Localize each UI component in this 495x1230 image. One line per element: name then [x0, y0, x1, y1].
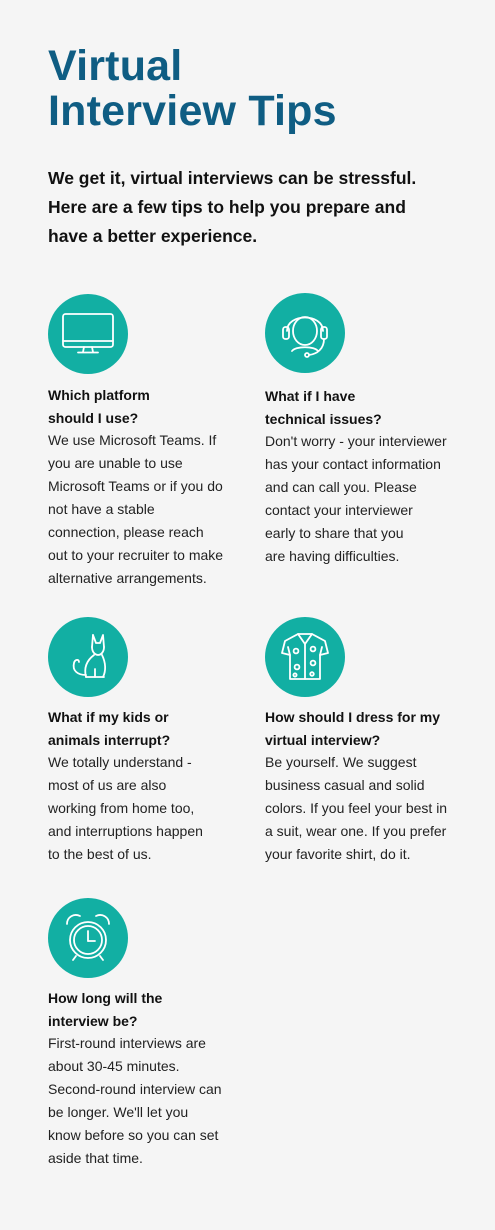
- question-line: What if I have: [265, 388, 356, 404]
- headset-icon: [265, 293, 345, 373]
- tip-duration: [48, 898, 248, 1170]
- tip-answer: [265, 751, 465, 866]
- question-line: technical issues?: [265, 410, 382, 427]
- title-line: Virtual: [48, 42, 183, 90]
- tip-technical-issues: [265, 293, 465, 568]
- intro-line: have a better experience.: [48, 226, 258, 246]
- shirt-icon: [265, 617, 345, 697]
- answer-line: out to your recruiter to make: [48, 547, 224, 563]
- answer-line: We use Microsoft Teams. If: [48, 432, 217, 448]
- question-line: What if my kids or: [48, 709, 169, 725]
- question-line: Which platform: [48, 387, 150, 403]
- tip-kids-animals: [48, 617, 248, 866]
- page-title: [48, 44, 337, 134]
- tip-question: [48, 987, 248, 1032]
- intro-text: [48, 164, 468, 251]
- answer-line: aside that time.: [48, 1150, 143, 1166]
- answer-line: your favorite shirt, do it.: [265, 846, 411, 862]
- tip-question: [265, 385, 465, 430]
- answer-line: are having difficulties.: [265, 548, 400, 564]
- question-line: animals interrupt?: [48, 731, 171, 748]
- tip-answer: [48, 1032, 248, 1170]
- answer-line: most of us are also: [48, 777, 167, 793]
- title-line: Interview Tips: [48, 87, 337, 135]
- tip-answer: [48, 751, 248, 866]
- alarm-clock-icon: [48, 898, 128, 978]
- answer-line: Microsoft Teams or if you do: [48, 478, 223, 494]
- answer-line: and can call you. Please: [265, 479, 417, 495]
- cat-icon: [48, 617, 128, 697]
- answer-line: Don't worry - your interviewer: [265, 433, 447, 449]
- answer-line: connection, please reach: [48, 524, 204, 540]
- question-line: How should I dress for my: [265, 709, 441, 725]
- intro-line: We get it, virtual interviews can be stressful.: [48, 168, 417, 188]
- answer-line: Be yourself. We suggest: [265, 754, 417, 770]
- answer-line: Second-round interview can: [48, 1081, 222, 1097]
- tip-question: [265, 706, 465, 751]
- answer-line: about 30-45 minutes.: [48, 1058, 180, 1074]
- question-line: interview be?: [48, 1012, 138, 1029]
- answer-line: not have a stable: [48, 501, 155, 517]
- answer-line: know before so you can set: [48, 1127, 219, 1143]
- answer-line: contact your interviewer: [265, 502, 413, 518]
- answer-line: early to share that you: [265, 525, 404, 541]
- tip-answer: [48, 429, 248, 590]
- answer-line: has your contact information: [265, 456, 441, 472]
- answer-line: business casual and solid: [265, 777, 425, 793]
- question-line: How long will the: [48, 990, 163, 1006]
- intro-line: Here are a few tips to help you prepare and: [48, 197, 406, 217]
- computer-monitor-icon: [48, 294, 128, 374]
- answer-line: First-round interviews are: [48, 1035, 206, 1051]
- answer-line: a suit, wear one. If you prefer: [265, 823, 447, 839]
- answer-line: colors. If you feel your best in: [265, 800, 448, 816]
- answer-line: and interruptions happen: [48, 823, 203, 839]
- question-line: virtual interview?: [265, 731, 381, 748]
- tip-answer: [265, 430, 465, 568]
- answer-line: working from home too,: [48, 800, 195, 816]
- answer-line: you are unable to use: [48, 455, 183, 471]
- tip-question: [48, 384, 248, 429]
- answer-line: alternative arrangements.: [48, 570, 207, 586]
- answer-line: We totally understand -: [48, 754, 192, 770]
- tip-question: [48, 706, 248, 751]
- answer-line: to the best of us.: [48, 846, 152, 862]
- tip-dress: [265, 617, 465, 866]
- tip-platform: [48, 294, 248, 590]
- question-line: should I use?: [48, 409, 139, 426]
- answer-line: be longer. We'll let you: [48, 1104, 189, 1120]
